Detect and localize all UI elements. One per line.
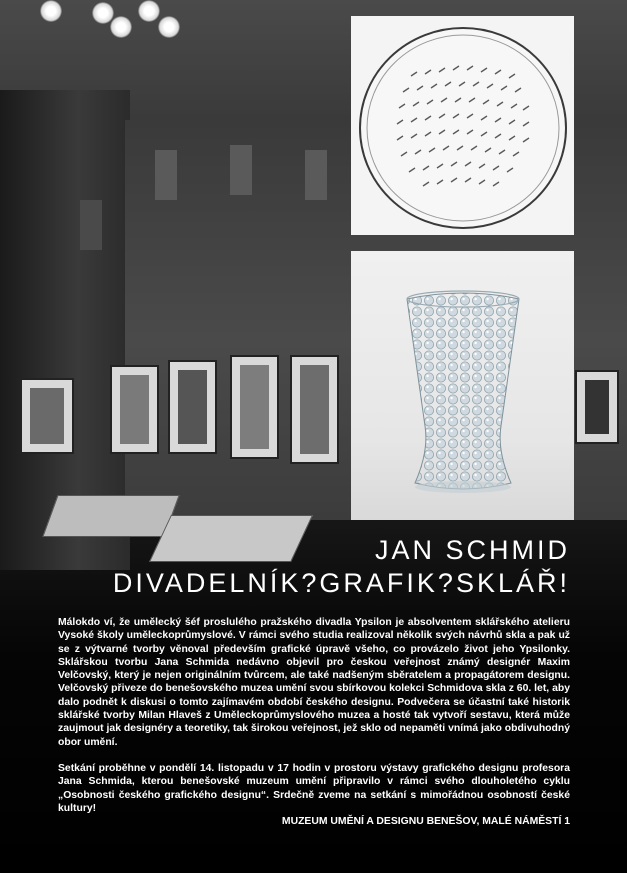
glass-plate-icon [351,16,574,235]
framed-poster [290,355,339,464]
framed-poster [230,355,279,459]
framed-poster [20,378,74,454]
title-name: JAN SCHMID [374,535,570,565]
wall-ornament [305,150,327,200]
wall-ornament [80,200,102,250]
title-subtitle: DIVADELNÍK?GRAFIK?SKLÁŘ! [112,568,570,598]
venue-address: MUZEUM UMĚNÍ A DESIGNU BENEŠOV, MALÉ NÁMĚSTÍ 1 [281,816,570,828]
glass-plate-photo [351,16,574,235]
framed-poster [575,370,619,444]
glass-vase-icon [351,251,574,520]
paragraph-intro: Málokdo ví, že umělecký šéf proslulého pražského divadla Ypsilon je absolventem sklářského atelieru Vysoké školy uměleckoprůmyslové. V rámci svého studia realizoval několik svých návrhů skla a pak už se z výtvarné tvorby věnoval především grafické úpravě všeho, co provázelo život jeho Ypsilonky. Sklářskou tvorbu Jana Schmida nedávno objevil pro českou veřejnost známý designér Maxim Velčovský, který je nejen originálním tvůrcem, ale také nadšeným sběratelem a propagátorem designu. Velčovský přiveze do benešovského muzea umění svou sbírkovou kolekci Schmidova skla z 60. let, aby dalo podnět k diskusi o tomto zajímavém období českého designu. Podvečera se účastní také historik sklářské tvorby Milan Hlaveš z Uměleckoprůmyslového muzea a hosté tak vytvoří sestavu, která může zaujmout jak designéry a teoretiky, tak širokou veřejnost, jež sklo od nepaměti vnímá jako obdivuhodný obor umění. [58,617,570,748]
display-case [149,515,313,562]
article-body [58,616,570,828]
display-case [42,495,179,537]
wall-ornament [155,150,177,200]
framed-poster [168,360,217,454]
paragraph-event: Setkání proběhne v pondělí 14. listopadu v 17 hodin v prostoru výstavy grafického designu profesora Jana Schmida, kterou benešovské muzeum umění připravilo v rámci svého dlouholetého cyklu „Osobnosti českého grafického designu“. Srdečně zveme na setkání s mimořádnou osobností české kultury! [58,762,570,814]
wall-ornament [230,145,252,195]
glass-vase-photo [351,251,574,520]
framed-poster [110,365,159,454]
chandelier-icon [40,0,180,60]
